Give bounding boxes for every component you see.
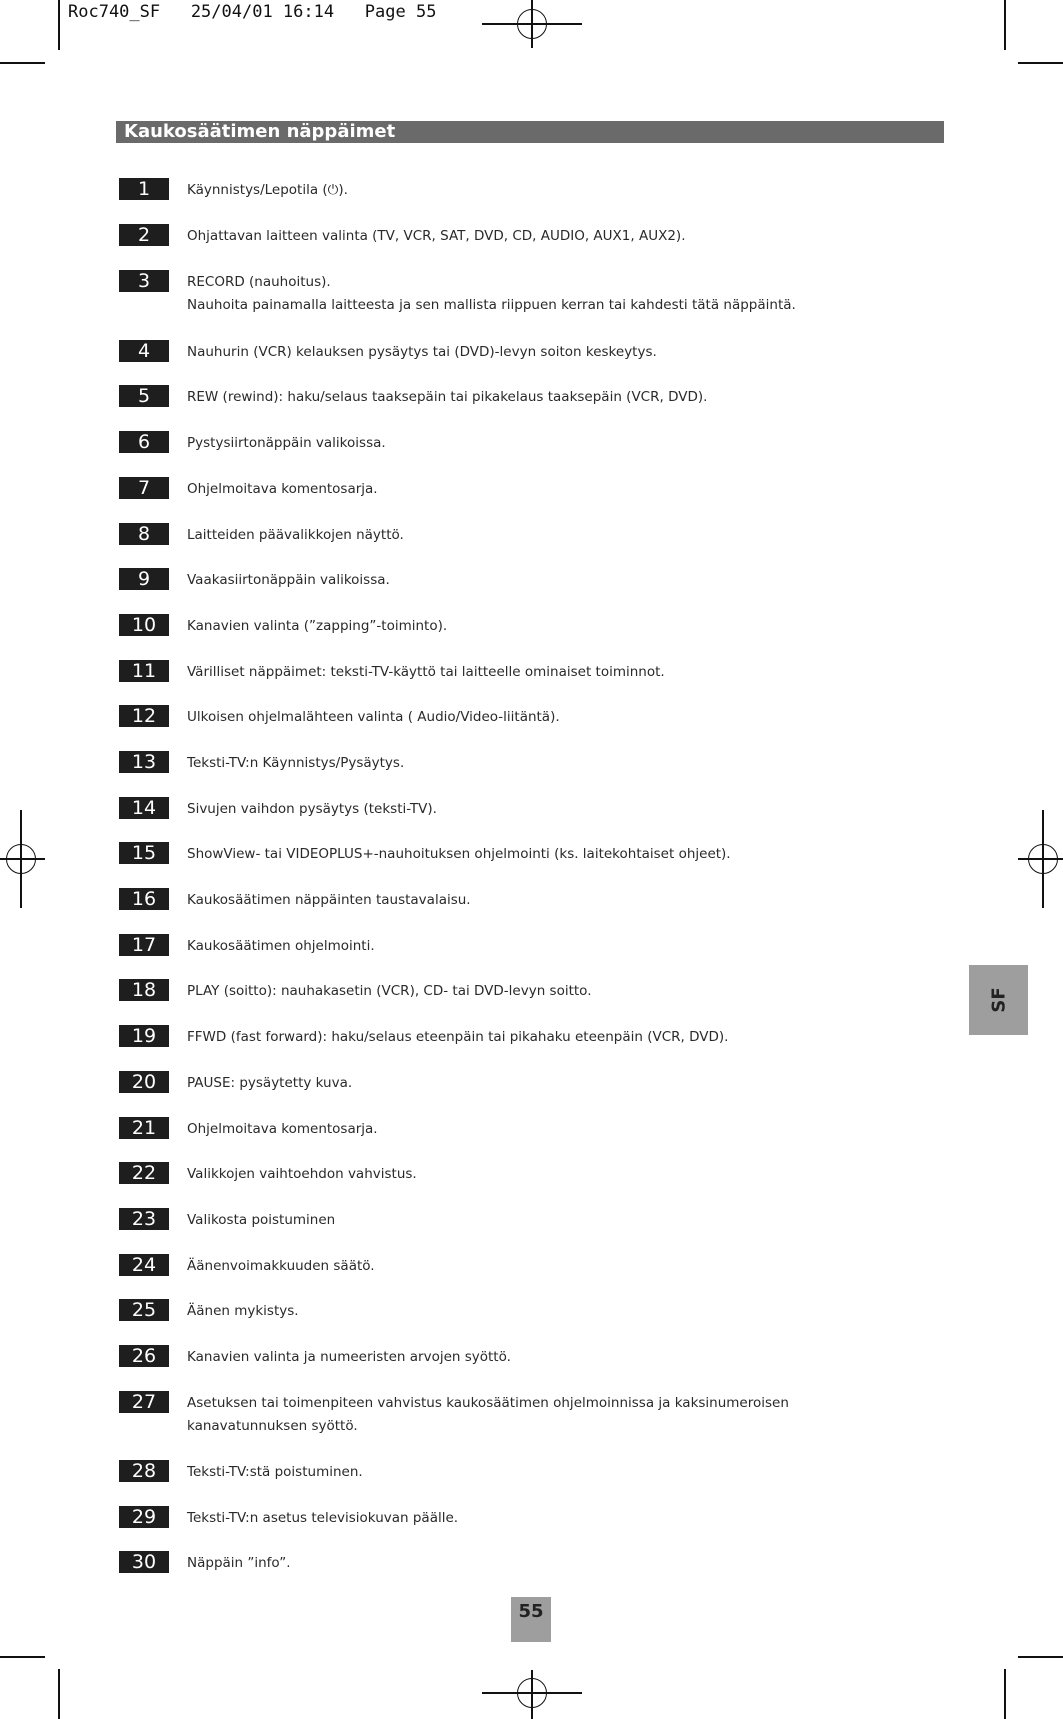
item-text xyxy=(187,1392,877,1438)
item-text xyxy=(187,1118,877,1141)
item-text xyxy=(187,1552,877,1575)
language-tab xyxy=(969,965,1028,1035)
item-text-line: Käynnistys/Lepotila (⏻). xyxy=(187,182,348,198)
item-text xyxy=(187,980,877,1003)
item-number: 17 xyxy=(119,934,169,956)
registration-circle xyxy=(6,844,36,874)
item-text xyxy=(187,524,877,547)
item-text xyxy=(187,1300,877,1323)
item-text-line: FFWD (fast forward): haku/selaus eteenpäin tai pikahaku eteenpäin (VCR, DVD). xyxy=(187,1029,729,1045)
crop-mark xyxy=(58,1669,60,1719)
item-text-line: Teksti-TV:n Käynnistys/Pysäytys. xyxy=(187,755,405,771)
item-number: 26 xyxy=(119,1345,169,1367)
item-text-line: Asetuksen tai toimenpiteen vahvistus kaukosäätimen ohjelmoinnissa ja kaksinumeroisen xyxy=(187,1395,789,1411)
registration-circle xyxy=(517,9,547,39)
item-text xyxy=(187,271,877,317)
item-number: 18 xyxy=(119,979,169,1001)
item-text xyxy=(187,615,877,638)
item-text xyxy=(187,1507,877,1530)
item-text xyxy=(187,569,877,592)
item-text xyxy=(187,1026,877,1049)
item-text-line: RECORD (nauhoitus). xyxy=(187,274,331,290)
item-text xyxy=(187,1255,877,1278)
item-number: 29 xyxy=(119,1506,169,1528)
item-number: 12 xyxy=(119,705,169,727)
item-number: 21 xyxy=(119,1117,169,1139)
registration-circle xyxy=(1028,844,1058,874)
item-text-line: Laitteiden päävalikkojen näyttö. xyxy=(187,527,404,543)
section-title: Kaukosäätimen näppäimet xyxy=(116,121,944,143)
item-number: 7 xyxy=(119,477,169,499)
item-text xyxy=(187,1209,877,1232)
item-text-line: kanavatunnuksen syöttö. xyxy=(187,1418,358,1434)
item-text xyxy=(187,1163,877,1186)
item-text-line: Teksti-TV:n asetus televisiokuvan päälle. xyxy=(187,1510,459,1526)
item-text-line: Ohjelmoitava komentosarja. xyxy=(187,481,378,497)
item-text-line: Nauhurin (VCR) kelauksen pysäytys tai (DVD)-levyn soiton keskeytys. xyxy=(187,344,657,360)
item-number: 19 xyxy=(119,1025,169,1047)
item-text-line: Värilliset näppäimet: teksti-TV-käyttö tai laitteelle ominaiset toiminnot. xyxy=(187,664,665,680)
item-number: 1 xyxy=(119,178,169,200)
crop-mark xyxy=(1018,1656,1063,1658)
item-text-line: Kanavien valinta ja numeeristen arvojen syöttö. xyxy=(187,1349,511,1365)
crop-mark xyxy=(1004,0,1006,50)
item-number: 28 xyxy=(119,1460,169,1482)
item-text xyxy=(187,179,877,202)
item-number: 14 xyxy=(119,797,169,819)
item-text xyxy=(187,1461,877,1484)
item-number: 20 xyxy=(119,1071,169,1093)
item-text-line: Valikkojen vaihtoehdon vahvistus. xyxy=(187,1166,417,1182)
item-number: 8 xyxy=(119,523,169,545)
item-number: 25 xyxy=(119,1299,169,1321)
registration-circle xyxy=(517,1678,547,1708)
item-number: 22 xyxy=(119,1162,169,1184)
item-text xyxy=(187,752,877,775)
item-text xyxy=(187,706,877,729)
item-number: 24 xyxy=(119,1254,169,1276)
item-text xyxy=(187,798,877,821)
item-text-line: Nauhoita painamalla laitteesta ja sen mallista riippuen kerran tai kahdesti tätä näppäintä. xyxy=(187,297,796,313)
item-number: 2 xyxy=(119,224,169,246)
item-text-line: Ohjattavan laitteen valinta (TV, VCR, SAT, DVD, CD, AUDIO, AUX1, AUX2). xyxy=(187,228,686,244)
item-text-line: Sivujen vaihdon pysäytys (teksti-TV). xyxy=(187,801,437,817)
crop-mark xyxy=(1018,62,1063,64)
item-number: 9 xyxy=(119,568,169,590)
item-text-line: Kaukosäätimen näppäinten taustavalaisu. xyxy=(187,892,471,908)
item-number: 30 xyxy=(119,1551,169,1573)
item-text xyxy=(187,1346,877,1369)
item-text xyxy=(187,341,877,364)
item-number: 16 xyxy=(119,888,169,910)
item-text xyxy=(187,1072,877,1095)
crop-mark xyxy=(1004,1669,1006,1719)
language-tab-label: SF xyxy=(988,987,1009,1013)
item-text-line: REW (rewind): haku/selaus taaksepäin tai pikakelaus taaksepäin (VCR, DVD). xyxy=(187,389,708,405)
item-text xyxy=(187,478,877,501)
item-text xyxy=(187,935,877,958)
item-number: 10 xyxy=(119,614,169,636)
item-text xyxy=(187,843,877,866)
item-number: 5 xyxy=(119,385,169,407)
item-text-line: Ohjelmoitava komentosarja. xyxy=(187,1121,378,1137)
crop-mark xyxy=(0,1656,45,1658)
item-text-line: PLAY (soitto): nauhakasetin (VCR), CD- tai DVD-levyn soitto. xyxy=(187,983,592,999)
page-number: 55 xyxy=(511,1597,551,1642)
item-text-line: Valikosta poistuminen xyxy=(187,1212,336,1228)
item-text xyxy=(187,661,877,684)
item-text-line: Teksti-TV:stä poistuminen. xyxy=(187,1464,363,1480)
item-number: 13 xyxy=(119,751,169,773)
item-text-line: Kanavien valinta (”zapping”-toiminto). xyxy=(187,618,448,634)
item-number: 4 xyxy=(119,340,169,362)
item-text xyxy=(187,225,877,248)
item-text xyxy=(187,889,877,912)
item-text-line: Äänenvoimakkuuden säätö. xyxy=(187,1258,375,1274)
item-text-line: Ulkoisen ohjelmalähteen valinta ( Audio/Video-liitäntä). xyxy=(187,709,560,725)
crop-mark xyxy=(0,62,45,64)
item-number: 3 xyxy=(119,270,169,292)
item-text-line: Kaukosäätimen ohjelmointi. xyxy=(187,938,375,954)
item-text-line: PAUSE: pysäytetty kuva. xyxy=(187,1075,353,1091)
item-number: 23 xyxy=(119,1208,169,1230)
item-text-line: Vaakasiirtonäppäin valikoissa. xyxy=(187,572,390,588)
crop-mark xyxy=(58,0,60,50)
item-number: 27 xyxy=(119,1391,169,1413)
item-text-line: Näppäin ”info”. xyxy=(187,1555,291,1571)
item-text xyxy=(187,386,877,409)
item-text-line: Äänen mykistys. xyxy=(187,1303,299,1319)
item-text-line: Pystysiirtonäppäin valikoissa. xyxy=(187,435,386,451)
item-text xyxy=(187,432,877,455)
print-slug: Roc740_SF 25/04/01 16:14 Page 55 xyxy=(68,2,437,22)
item-number: 6 xyxy=(119,431,169,453)
item-number: 11 xyxy=(119,660,169,682)
item-text-line: ShowView- tai VIDEOPLUS+-nauhoituksen ohjelmointi (ks. laitekohtaiset ohjeet). xyxy=(187,846,731,862)
item-number: 15 xyxy=(119,842,169,864)
